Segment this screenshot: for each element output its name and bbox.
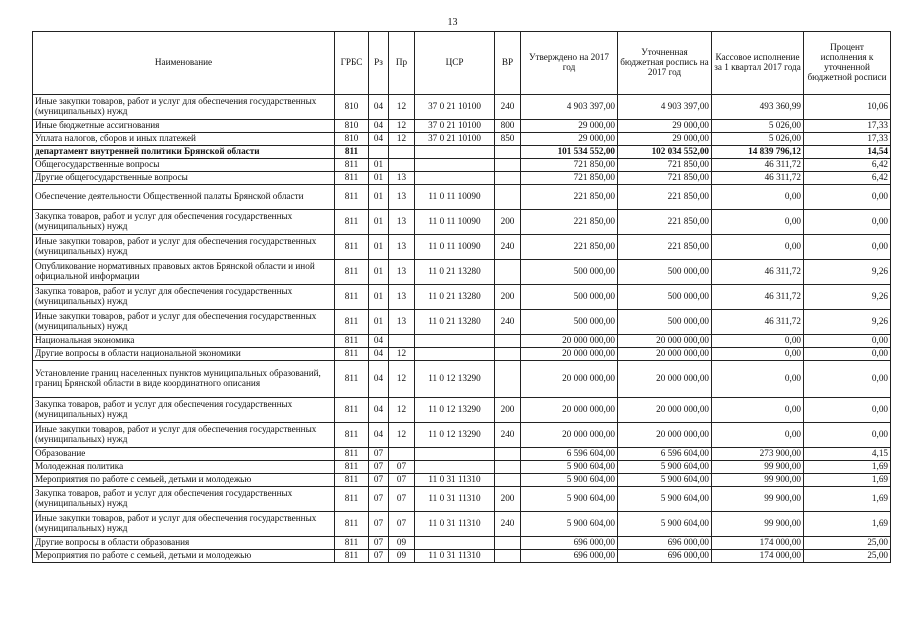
cell-grbs: 811 bbox=[335, 361, 369, 398]
cell-grbs: 811 bbox=[335, 448, 369, 461]
cell-revised: 20 000 000,00 bbox=[618, 335, 712, 348]
cell-rz: 01 bbox=[369, 260, 389, 285]
cell-rz: 07 bbox=[369, 461, 389, 474]
cell-cash: 493 360,99 bbox=[712, 95, 804, 120]
page-number: 13 bbox=[447, 17, 458, 28]
cell-vr bbox=[495, 172, 521, 185]
cell-revised: 500 000,00 bbox=[618, 285, 712, 310]
cell-percent: 4,15 bbox=[804, 448, 891, 461]
cell-revised: 221 850,00 bbox=[618, 185, 712, 210]
cell-approved: 29 000,00 bbox=[521, 133, 618, 146]
cell-pr: 09 bbox=[389, 550, 415, 563]
cell-approved: 20 000 000,00 bbox=[521, 398, 618, 423]
cell-cash: 273 900,00 bbox=[712, 448, 804, 461]
cell-revised: 721 850,00 bbox=[618, 159, 712, 172]
table-row bbox=[33, 172, 891, 185]
cell-approved: 4 903 397,00 bbox=[521, 95, 618, 120]
cell-csr: 11 0 12 13290 bbox=[415, 398, 495, 423]
cell-name: Уплата налогов, сборов и иных платежей bbox=[33, 133, 335, 146]
table-row bbox=[33, 210, 891, 235]
cell-grbs: 810 bbox=[335, 133, 369, 146]
cell-approved: 20 000 000,00 bbox=[521, 335, 618, 348]
cell-pr: 12 bbox=[389, 361, 415, 398]
cell-vr: 850 bbox=[495, 133, 521, 146]
cell-rz: 01 bbox=[369, 159, 389, 172]
cell-revised: 221 850,00 bbox=[618, 235, 712, 260]
cell-rz: 04 bbox=[369, 335, 389, 348]
cell-name: Иные закупки товаров, работ и услуг для обеспечения государственных (муниципальных) нужд bbox=[33, 95, 335, 120]
cell-grbs: 811 bbox=[335, 185, 369, 210]
cell-percent: 17,33 bbox=[804, 120, 891, 133]
cell-percent: 14,54 bbox=[804, 146, 891, 159]
cell-pr: 07 bbox=[389, 512, 415, 537]
cell-rz: 07 bbox=[369, 474, 389, 487]
cell-grbs: 811 bbox=[335, 260, 369, 285]
table-row bbox=[33, 512, 891, 537]
cell-cash: 0,00 bbox=[712, 335, 804, 348]
cell-rz: 04 bbox=[369, 361, 389, 398]
cell-grbs: 811 bbox=[335, 235, 369, 260]
cell-cash: 0,00 bbox=[712, 348, 804, 361]
cell-percent: 25,00 bbox=[804, 537, 891, 550]
cell-vr: 800 bbox=[495, 120, 521, 133]
cell-csr: 11 0 21 13280 bbox=[415, 285, 495, 310]
header-vr: ВР bbox=[495, 32, 521, 95]
cell-grbs: 811 bbox=[335, 210, 369, 235]
header-percent: Процент исполнения к уточненной бюджетной росписи bbox=[804, 32, 891, 95]
cell-percent: 0,00 bbox=[804, 361, 891, 398]
cell-revised: 29 000,00 bbox=[618, 133, 712, 146]
cell-grbs: 810 bbox=[335, 120, 369, 133]
cell-csr: 11 0 31 11310 bbox=[415, 487, 495, 512]
cell-revised: 6 596 604,00 bbox=[618, 448, 712, 461]
cell-name: Мероприятия по работе с семьей, детьми и молодежью bbox=[33, 474, 335, 487]
cell-cash: 14 839 796,12 bbox=[712, 146, 804, 159]
cell-name: Другие вопросы в области национальной экономики bbox=[33, 348, 335, 361]
cell-vr: 240 bbox=[495, 95, 521, 120]
cell-cash: 46 311,72 bbox=[712, 260, 804, 285]
table-row bbox=[33, 133, 891, 146]
cell-csr: 11 0 31 11310 bbox=[415, 550, 495, 563]
cell-rz: 01 bbox=[369, 210, 389, 235]
cell-csr bbox=[415, 448, 495, 461]
cell-grbs: 811 bbox=[335, 474, 369, 487]
cell-percent: 9,26 bbox=[804, 260, 891, 285]
cell-cash: 99 900,00 bbox=[712, 512, 804, 537]
header-revised: Уточненная бюджетная роспись на 2017 год bbox=[618, 32, 712, 95]
cell-pr bbox=[389, 146, 415, 159]
cell-approved: 721 850,00 bbox=[521, 159, 618, 172]
cell-rz: 07 bbox=[369, 448, 389, 461]
header-grbs: ГРБС bbox=[335, 32, 369, 95]
cell-percent: 10,06 bbox=[804, 95, 891, 120]
cell-vr: 200 bbox=[495, 487, 521, 512]
cell-grbs: 811 bbox=[335, 461, 369, 474]
cell-vr: 200 bbox=[495, 398, 521, 423]
cell-cash: 0,00 bbox=[712, 235, 804, 260]
cell-name: департамент внутренней политики Брянской области bbox=[33, 146, 335, 159]
cell-percent: 1,69 bbox=[804, 474, 891, 487]
cell-vr bbox=[495, 448, 521, 461]
cell-pr: 12 bbox=[389, 133, 415, 146]
cell-pr: 13 bbox=[389, 260, 415, 285]
cell-grbs: 811 bbox=[335, 550, 369, 563]
cell-revised: 696 000,00 bbox=[618, 537, 712, 550]
cell-name: Закупка товаров, работ и услуг для обеспечения государственных (муниципальных) нужд bbox=[33, 285, 335, 310]
cell-name: Иные закупки товаров, работ и услуг для обеспечения государственных (муниципальных) нужд bbox=[33, 310, 335, 335]
header-csr: ЦСР bbox=[415, 32, 495, 95]
cell-vr bbox=[495, 159, 521, 172]
cell-rz: 04 bbox=[369, 120, 389, 133]
cell-approved: 20 000 000,00 bbox=[521, 423, 618, 448]
cell-revised: 221 850,00 bbox=[618, 210, 712, 235]
cell-approved: 721 850,00 bbox=[521, 172, 618, 185]
cell-revised: 29 000,00 bbox=[618, 120, 712, 133]
cell-percent: 1,69 bbox=[804, 512, 891, 537]
cell-name: Национальная экономика bbox=[33, 335, 335, 348]
table-row bbox=[33, 159, 891, 172]
cell-rz: 01 bbox=[369, 235, 389, 260]
cell-vr: 200 bbox=[495, 210, 521, 235]
cell-grbs: 810 bbox=[335, 95, 369, 120]
cell-name: Другие общегосударственные вопросы bbox=[33, 172, 335, 185]
cell-csr bbox=[415, 461, 495, 474]
cell-name: Опубликование нормативных правовых актов Брянской области и иной официальной информации bbox=[33, 260, 335, 285]
cell-vr bbox=[495, 335, 521, 348]
table-row bbox=[33, 235, 891, 260]
cell-csr bbox=[415, 335, 495, 348]
cell-cash: 46 311,72 bbox=[712, 172, 804, 185]
cell-revised: 500 000,00 bbox=[618, 260, 712, 285]
cell-vr bbox=[495, 461, 521, 474]
table-row bbox=[33, 260, 891, 285]
cell-percent: 25,00 bbox=[804, 550, 891, 563]
cell-cash: 99 900,00 bbox=[712, 474, 804, 487]
cell-revised: 5 900 604,00 bbox=[618, 461, 712, 474]
cell-revised: 20 000 000,00 bbox=[618, 423, 712, 448]
cell-cash: 0,00 bbox=[712, 398, 804, 423]
table-row bbox=[33, 423, 891, 448]
cell-approved: 500 000,00 bbox=[521, 310, 618, 335]
cell-approved: 29 000,00 bbox=[521, 120, 618, 133]
cell-name: Иные закупки товаров, работ и услуг для обеспечения государственных (муниципальных) нужд bbox=[33, 512, 335, 537]
cell-vr bbox=[495, 537, 521, 550]
cell-name: Молодежная политика bbox=[33, 461, 335, 474]
cell-grbs: 811 bbox=[335, 146, 369, 159]
cell-revised: 20 000 000,00 bbox=[618, 398, 712, 423]
cell-vr bbox=[495, 185, 521, 210]
cell-pr: 13 bbox=[389, 210, 415, 235]
cell-pr: 13 bbox=[389, 185, 415, 210]
cell-name: Закупка товаров, работ и услуг для обеспечения государственных (муниципальных) нужд bbox=[33, 398, 335, 423]
cell-pr: 13 bbox=[389, 285, 415, 310]
cell-pr bbox=[389, 448, 415, 461]
cell-rz: 07 bbox=[369, 537, 389, 550]
cell-vr: 240 bbox=[495, 310, 521, 335]
cell-cash: 0,00 bbox=[712, 361, 804, 398]
cell-csr: 11 0 11 10090 bbox=[415, 210, 495, 235]
cell-cash: 46 311,72 bbox=[712, 310, 804, 335]
cell-vr: 200 bbox=[495, 285, 521, 310]
cell-revised: 20 000 000,00 bbox=[618, 361, 712, 398]
cell-pr: 13 bbox=[389, 235, 415, 260]
cell-approved: 20 000 000,00 bbox=[521, 348, 618, 361]
table-row bbox=[33, 361, 891, 398]
cell-rz: 01 bbox=[369, 185, 389, 210]
cell-grbs: 811 bbox=[335, 423, 369, 448]
cell-rz: 04 bbox=[369, 398, 389, 423]
cell-vr bbox=[495, 474, 521, 487]
cell-csr bbox=[415, 537, 495, 550]
cell-csr bbox=[415, 172, 495, 185]
cell-csr: 11 0 11 10090 bbox=[415, 235, 495, 260]
cell-cash: 0,00 bbox=[712, 185, 804, 210]
cell-pr: 12 bbox=[389, 423, 415, 448]
cell-pr bbox=[389, 159, 415, 172]
cell-percent: 17,33 bbox=[804, 133, 891, 146]
cell-cash: 174 000,00 bbox=[712, 537, 804, 550]
cell-rz: 04 bbox=[369, 423, 389, 448]
cell-approved: 500 000,00 bbox=[521, 285, 618, 310]
cell-approved: 5 900 604,00 bbox=[521, 512, 618, 537]
header-rz: Рз bbox=[369, 32, 389, 95]
cell-csr: 37 0 21 10100 bbox=[415, 95, 495, 120]
cell-pr: 07 bbox=[389, 474, 415, 487]
table-row bbox=[33, 185, 891, 210]
cell-approved: 20 000 000,00 bbox=[521, 361, 618, 398]
cell-grbs: 811 bbox=[335, 335, 369, 348]
cell-csr bbox=[415, 159, 495, 172]
cell-rz: 07 bbox=[369, 550, 389, 563]
cell-rz: 04 bbox=[369, 133, 389, 146]
cell-csr bbox=[415, 348, 495, 361]
cell-percent: 1,69 bbox=[804, 461, 891, 474]
cell-cash: 99 900,00 bbox=[712, 461, 804, 474]
cell-cash: 5 026,00 bbox=[712, 120, 804, 133]
cell-name: Другие вопросы в области образования bbox=[33, 537, 335, 550]
cell-vr bbox=[495, 361, 521, 398]
cell-revised: 20 000 000,00 bbox=[618, 348, 712, 361]
cell-csr: 11 0 11 10090 bbox=[415, 185, 495, 210]
cell-percent: 0,00 bbox=[804, 335, 891, 348]
cell-revised: 5 900 604,00 bbox=[618, 474, 712, 487]
cell-percent: 9,26 bbox=[804, 285, 891, 310]
cell-rz: 07 bbox=[369, 487, 389, 512]
cell-pr: 12 bbox=[389, 95, 415, 120]
table-row bbox=[33, 285, 891, 310]
table-row bbox=[33, 95, 891, 120]
cell-approved: 696 000,00 bbox=[521, 550, 618, 563]
cell-approved: 221 850,00 bbox=[521, 235, 618, 260]
cell-csr: 11 0 31 11310 bbox=[415, 474, 495, 487]
cell-revised: 5 900 604,00 bbox=[618, 512, 712, 537]
cell-vr bbox=[495, 146, 521, 159]
cell-approved: 500 000,00 bbox=[521, 260, 618, 285]
cell-approved: 5 900 604,00 bbox=[521, 474, 618, 487]
cell-grbs: 811 bbox=[335, 398, 369, 423]
cell-approved: 101 534 552,00 bbox=[521, 146, 618, 159]
cell-rz: 01 bbox=[369, 172, 389, 185]
cell-pr: 07 bbox=[389, 487, 415, 512]
cell-grbs: 811 bbox=[335, 348, 369, 361]
cell-csr: 11 0 12 13290 bbox=[415, 361, 495, 398]
cell-name: Иные закупки товаров, работ и услуг для обеспечения государственных (муниципальных) нужд bbox=[33, 423, 335, 448]
cell-name: Мероприятия по работе с семьей, детьми и молодежью bbox=[33, 550, 335, 563]
cell-grbs: 811 bbox=[335, 512, 369, 537]
cell-name: Образование bbox=[33, 448, 335, 461]
cell-percent: 1,69 bbox=[804, 487, 891, 512]
cell-vr bbox=[495, 260, 521, 285]
cell-pr: 12 bbox=[389, 398, 415, 423]
cell-csr: 37 0 21 10100 bbox=[415, 133, 495, 146]
cell-pr bbox=[389, 335, 415, 348]
cell-rz bbox=[369, 146, 389, 159]
cell-csr: 11 0 21 13280 bbox=[415, 260, 495, 285]
cell-grbs: 811 bbox=[335, 159, 369, 172]
budget-table bbox=[32, 31, 891, 563]
cell-grbs: 811 bbox=[335, 310, 369, 335]
cell-cash: 46 311,72 bbox=[712, 285, 804, 310]
cell-vr: 240 bbox=[495, 512, 521, 537]
cell-cash: 0,00 bbox=[712, 423, 804, 448]
cell-pr: 12 bbox=[389, 348, 415, 361]
cell-rz: 01 bbox=[369, 310, 389, 335]
cell-pr: 13 bbox=[389, 172, 415, 185]
cell-cash: 46 311,72 bbox=[712, 159, 804, 172]
cell-approved: 6 596 604,00 bbox=[521, 448, 618, 461]
cell-pr: 12 bbox=[389, 120, 415, 133]
cell-name: Закупка товаров, работ и услуг для обеспечения государственных (муниципальных) нужд bbox=[33, 210, 335, 235]
cell-rz: 01 bbox=[369, 285, 389, 310]
cell-csr: 37 0 21 10100 bbox=[415, 120, 495, 133]
cell-rz: 07 bbox=[369, 512, 389, 537]
cell-percent: 6,42 bbox=[804, 159, 891, 172]
cell-name: Установление границ населенных пунктов муниципальных образований, границ Брянской области в виде координатного описания bbox=[33, 361, 335, 398]
cell-revised: 500 000,00 bbox=[618, 310, 712, 335]
cell-cash: 99 900,00 bbox=[712, 487, 804, 512]
cell-pr: 09 bbox=[389, 537, 415, 550]
cell-name: Общегосударственные вопросы bbox=[33, 159, 335, 172]
cell-percent: 0,00 bbox=[804, 398, 891, 423]
cell-grbs: 811 bbox=[335, 487, 369, 512]
table-row bbox=[33, 120, 891, 133]
cell-name: Закупка товаров, работ и услуг для обеспечения государственных (муниципальных) нужд bbox=[33, 487, 335, 512]
cell-revised: 721 850,00 bbox=[618, 172, 712, 185]
header-cash: Кассовое исполнение за 1 квартал 2017 года bbox=[712, 32, 804, 95]
table-row bbox=[33, 348, 891, 361]
table-row bbox=[33, 398, 891, 423]
cell-approved: 5 900 604,00 bbox=[521, 461, 618, 474]
cell-name: Иные закупки товаров, работ и услуг для обеспечения государственных (муниципальных) нужд bbox=[33, 235, 335, 260]
cell-vr bbox=[495, 348, 521, 361]
cell-pr: 07 bbox=[389, 461, 415, 474]
cell-cash: 5 026,00 bbox=[712, 133, 804, 146]
header-pr: Пр bbox=[389, 32, 415, 95]
cell-approved: 5 900 604,00 bbox=[521, 487, 618, 512]
table-row bbox=[33, 550, 891, 563]
cell-vr bbox=[495, 550, 521, 563]
cell-approved: 221 850,00 bbox=[521, 185, 618, 210]
cell-cash: 0,00 bbox=[712, 210, 804, 235]
table-row bbox=[33, 335, 891, 348]
cell-csr: 11 0 31 11310 bbox=[415, 512, 495, 537]
cell-percent: 9,26 bbox=[804, 310, 891, 335]
cell-revised: 5 900 604,00 bbox=[618, 487, 712, 512]
table-row bbox=[33, 487, 891, 512]
cell-revised: 102 034 552,00 bbox=[618, 146, 712, 159]
cell-approved: 221 850,00 bbox=[521, 210, 618, 235]
table-row bbox=[33, 474, 891, 487]
header-name: Наименование bbox=[33, 32, 335, 95]
cell-grbs: 811 bbox=[335, 285, 369, 310]
cell-name: Обеспечение деятельности Общественной палаты Брянской области bbox=[33, 185, 335, 210]
cell-csr: 11 0 12 13290 bbox=[415, 423, 495, 448]
cell-pr: 13 bbox=[389, 310, 415, 335]
header-row bbox=[33, 32, 891, 95]
cell-percent: 0,00 bbox=[804, 185, 891, 210]
cell-cash: 174 000,00 bbox=[712, 550, 804, 563]
cell-grbs: 811 bbox=[335, 172, 369, 185]
cell-vr: 240 bbox=[495, 423, 521, 448]
cell-revised: 4 903 397,00 bbox=[618, 95, 712, 120]
table-row bbox=[33, 310, 891, 335]
table-row bbox=[33, 461, 891, 474]
cell-vr: 240 bbox=[495, 235, 521, 260]
cell-revised: 696 000,00 bbox=[618, 550, 712, 563]
cell-percent: 0,00 bbox=[804, 235, 891, 260]
cell-rz: 04 bbox=[369, 348, 389, 361]
cell-percent: 0,00 bbox=[804, 210, 891, 235]
cell-name: Иные бюджетные ассигнования bbox=[33, 120, 335, 133]
table-row bbox=[33, 146, 891, 159]
cell-csr: 11 0 21 13280 bbox=[415, 310, 495, 335]
table-row bbox=[33, 448, 891, 461]
cell-grbs: 811 bbox=[335, 537, 369, 550]
cell-approved: 696 000,00 bbox=[521, 537, 618, 550]
cell-percent: 0,00 bbox=[804, 423, 891, 448]
table-row bbox=[33, 537, 891, 550]
cell-csr bbox=[415, 146, 495, 159]
cell-percent: 6,42 bbox=[804, 172, 891, 185]
header-approved: Утверждено на 2017 год bbox=[521, 32, 618, 95]
cell-rz: 04 bbox=[369, 95, 389, 120]
cell-percent: 0,00 bbox=[804, 348, 891, 361]
